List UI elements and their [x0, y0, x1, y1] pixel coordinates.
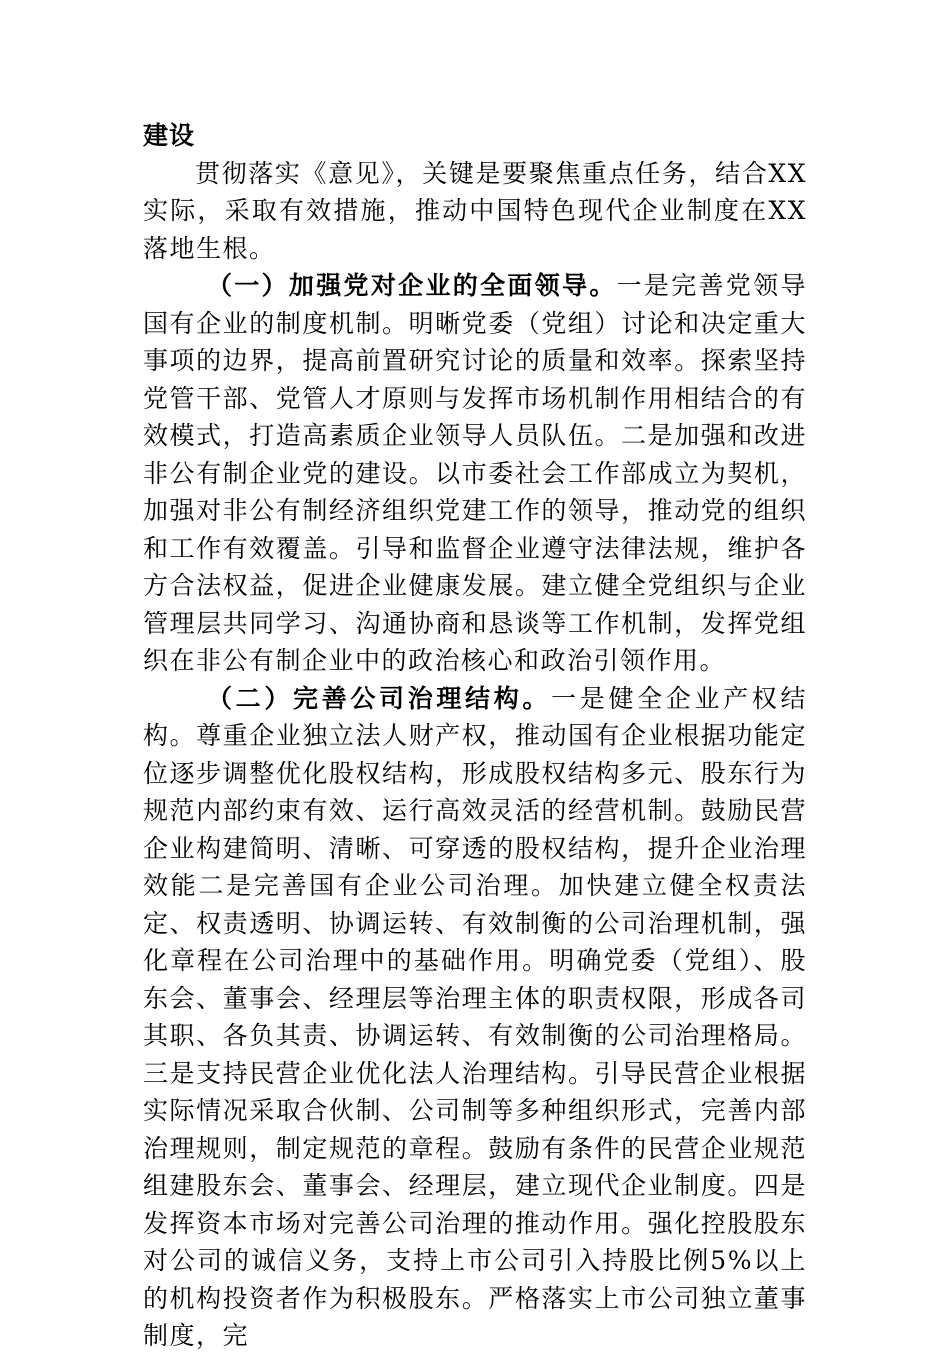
section-two-lead: （二）完善公司治理结构。 — [207, 683, 552, 713]
section-one-body: 一是完善党领导国有企业的制度机制。明晰党委（党组）讨论和决定重大事项的边界，提高前置研究讨论的质量和效率。探索坚持党管干部、党管人才原则与发挥市场机制作用相结合的有效模式，打造高素质企业领导人员队伍。二是加强和改进非公有制企业党的建设。以市委社会工作部成立为契机，加强对非公有制经济组织党建工作的领导，推动党的组织和工作有效覆盖。引导和监督企业遵守法律法规，维护各方合法权益，促进企业健康发展。建立健全党组织与企业管理层共同学习、沟通协商和恳谈等工作机制，发挥党组织在非公有制企业中的政治核心和政治引领作用。 — [143, 271, 807, 675]
section-one-paragraph — [143, 267, 807, 680]
section-two-body: 一是健全企业产权结构。尊重企业独立法人财产权，推动国有企业根据功能定位逐步调整优化股权结构，形成股权结构多元、股东行为规范内部约束有效、运行高效灵活的经营机制。鼓励民营企业构建简明、清晰、可穿透的股权结构，提升企业治理效能二是完善国有企业公司治理。加快建立健全权责法定、权责透明、协调运转、有效制衡的公司治理机制，强化章程在公司治理中的基础作用。明确党委（党组）、股东会、董事会、经理层等治理主体的职责权限，形成各司其职、各负其责、协调运转、有效制衡的公司治理格局。三是支持民营企业优化法人治理结构。引导民营企业根据实际情况采取合伙制、公司制等多种组织形式，完善内部治理规则，制定规范的章程。鼓励有条件的民营企业规范组建股东会、董事会、经理层，建立现代企业制度。四是发挥资本市场对完善公司治理的推动作用。强化控股股东对公司的诚信义务，支持上市公司引入持股比例5%以上的机构投资者作为积极股东。严格落实上市公司独立董事制度，完 — [143, 683, 807, 1350]
section-heading: 建设 — [143, 121, 196, 150]
document-body — [143, 117, 807, 1355]
section-two-paragraph — [143, 680, 807, 1355]
section-one-lead: （一）加强党对企业的全面领导。 — [207, 271, 617, 300]
intro-paragraph: 贯彻落实《意见》，关键是要聚焦重点任务，结合XX实际，采取有效措施，推动中国特色现代企业制度在XX落地生根。 — [143, 158, 807, 263]
